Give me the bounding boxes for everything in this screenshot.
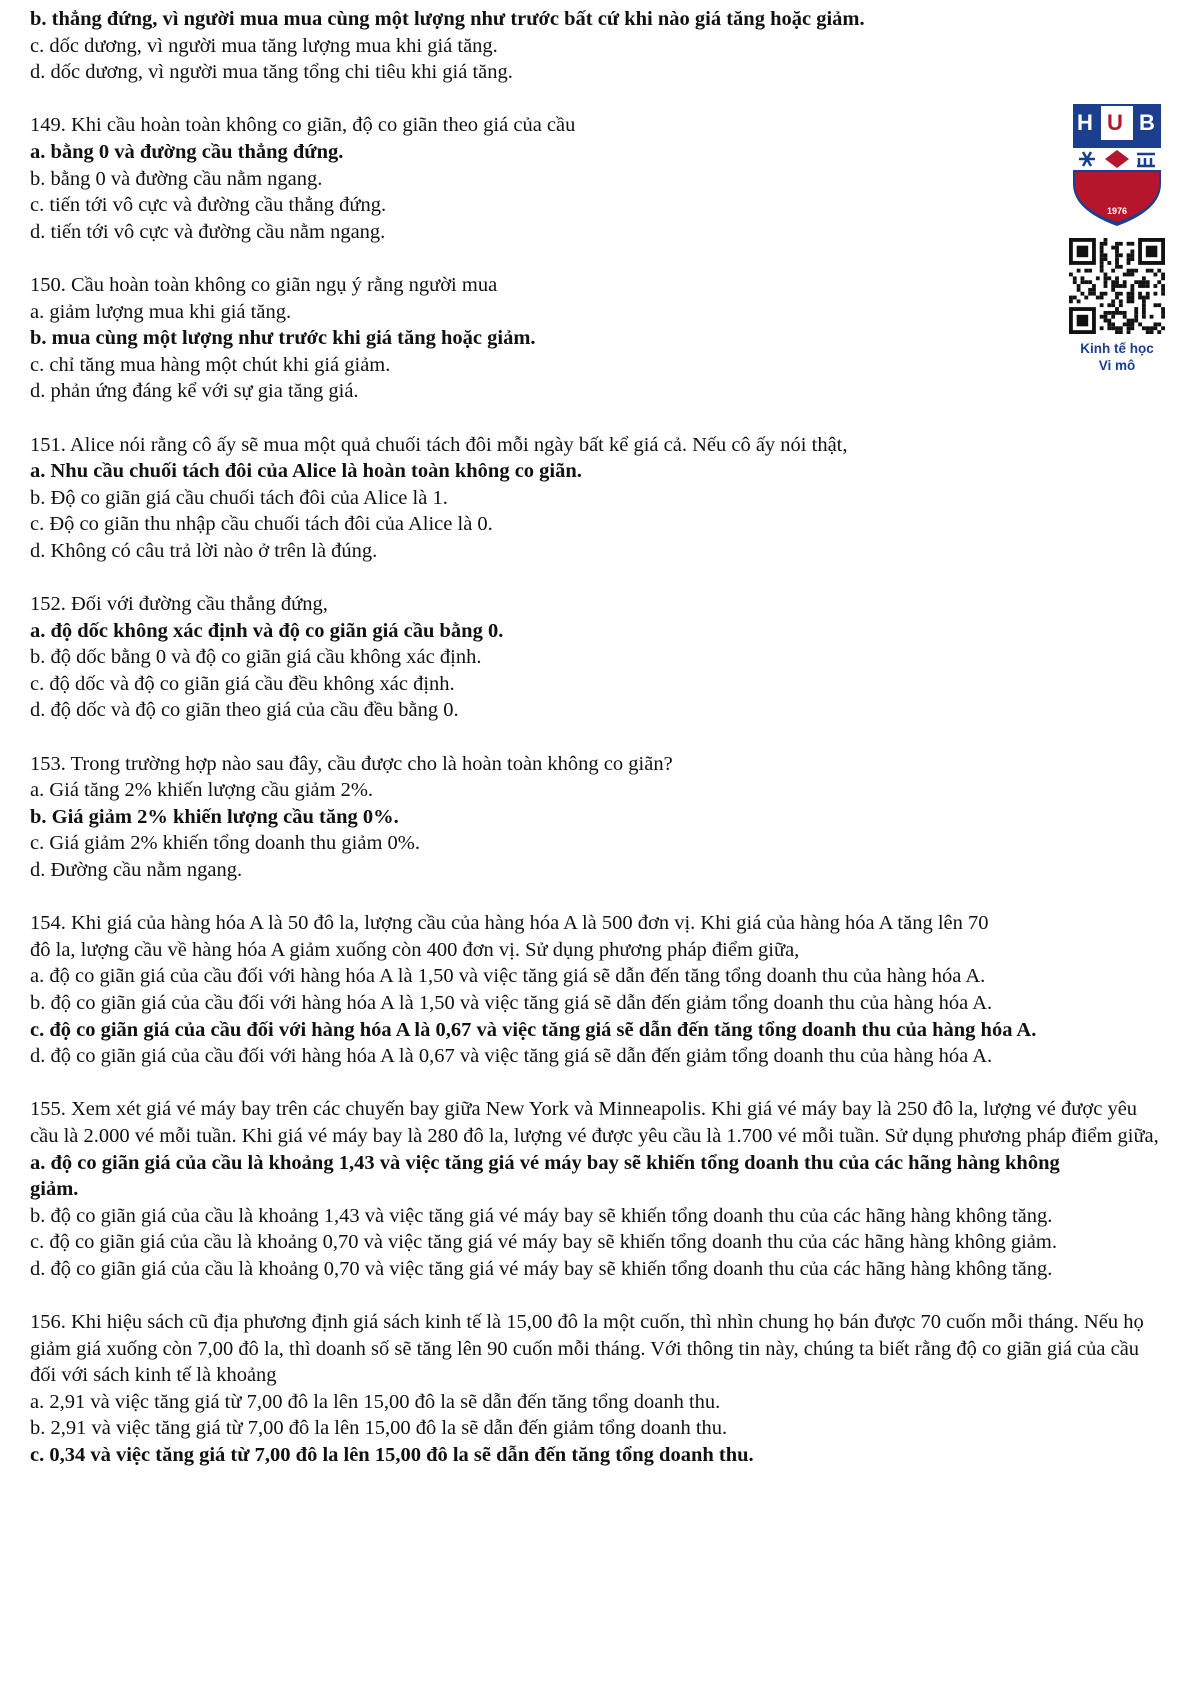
question-text-line2: đô la, lượng cầu về hàng hóa A giảm xuống còn 400 đơn vị. Sử dụng phương pháp điểm giữa, [30,938,800,961]
hub-shield-logo [1069,100,1165,228]
option-b: b. bằng 0 và đường cầu nằm ngang. [30,167,323,190]
course-subtitle: Vi mô [1098,358,1136,373]
question-text: 152. Đối với đường cầu thẳng đứng, [30,593,328,616]
option-a: a. 2,91 và việc tăng giá từ 7,00 đô la lên 15,00 đô la sẽ dẫn đến tăng tổng doanh thu. [30,1390,721,1413]
option-d: d. phản ứng đáng kể với sự gia tăng giá. [30,380,359,403]
option-c: c. tiến tới vô cực và đường cầu thẳng đứng. [30,194,387,217]
question-149 [30,112,1170,245]
option-c: c. độ dốc và độ co giãn giá cầu đều không xác định. [30,672,455,695]
option-c: c. 0,34 và việc tăng giá từ 7,00 đô la lên 15,00 đô la sẽ dẫn đến tăng tổng doanh thu. [30,1444,754,1467]
logo-letter-h: H [1077,110,1093,135]
question-text: 151. Alice nói rằng cô ấy sẽ mua một quả chuối tách đôi mỗi ngày bất kể giá cả. Nếu cô ấy nói thật, [30,433,848,456]
option-line: b. thẳng đứng, vì người mua mua cùng một lượng như trước bất cứ khi nào giá tăng hoặc giảm. [30,8,865,30]
question-text: 149. Khi cầu hoàn toàn không co giãn, độ co giãn theo giá của cầu [30,114,576,137]
option-c: c. chỉ tăng mua hàng một chút khi giá giảm. [30,353,391,376]
question-153 [30,751,1170,884]
option-a: a. Nhu cầu chuối tách đôi của Alice là hoàn toàn không co giãn. [30,460,582,483]
option-d: d. độ co giãn giá của cầu đối với hàng hóa A là 0,67 và việc tăng giá sẽ dẫn đến giảm tổng doanh thu của hàng hóa A. [30,1045,993,1068]
logo-year: 1976 [1107,206,1128,216]
option-a: a. bằng 0 và đường cầu thẳng đứng. [30,140,344,163]
option-c: c. độ co giãn giá của cầu đối với hàng hóa A là 0,67 và việc tăng giá sẽ dẫn đến tăng tổng doanh thu của hàng hóa A. [30,1018,1037,1041]
option-a: a. độ co giãn giá của cầu là khoảng 1,43 và việc tăng giá vé máy bay sẽ khiến tổng doanh thu của các hãng hàng không giảm. [30,1151,1060,1201]
option-b: b. Độ co giãn giá cầu chuối tách đôi của Alice là 1. [30,486,448,509]
option-b: b. độ co giãn giá của cầu đối với hàng hóa A là 1,50 và việc tăng giá sẽ dẫn đến giảm tổng doanh thu của hàng hóa A. [30,991,993,1014]
logo-letter-b: B [1139,110,1155,135]
option-d: d. tiến tới vô cực và đường cầu nằm ngang. [30,220,386,243]
question-text: 155. Xem xét giá vé máy bay trên các chuyến bay giữa New York và Minneapolis. Khi giá vé máy bay là 250 đô la, lượng vé được yêu cầu là 2.000 vé mỗi tuần. Khi giá vé máy bay là 280 đô la, lượng vé được yêu cầu là 1.700 vé mỗi tuần. Sử dụng phương pháp điểm giữa, [30,1098,1159,1147]
option-d: d. độ co giãn giá của cầu là khoảng 0,70 và việc tăng giá vé máy bay sẽ khiến tổng doanh thu của các hãng hàng không tăng. [30,1257,1053,1280]
question-154 [30,910,1170,1070]
logo-letter-u: U [1107,110,1123,135]
question-150 [30,272,1170,405]
option-c: c. Độ co giãn thu nhập cầu chuối tách đôi của Alice là 0. [30,513,493,536]
option-line: c. dốc dương, vì người mua tăng lượng mua khi giá tăng. [30,34,498,57]
question-155 [30,1096,1170,1282]
option-a: a. giảm lượng mua khi giá tăng. [30,300,292,323]
option-b: b. mua cùng một lượng như trước khi giá tăng hoặc giảm. [30,327,536,350]
intro-options [30,6,1170,86]
qr-code-icon [1069,238,1165,334]
option-a: a. độ dốc không xác định và độ co giãn giá cầu bằng 0. [30,619,504,642]
question-151 [30,432,1170,565]
document-page [30,6,1170,1469]
option-line: d. dốc dương, vì người mua tăng tổng chi tiêu khi giá tăng. [30,61,513,84]
question-text: 153. Trong trường hợp nào sau đây, cầu được cho là hoàn toàn không co giãn? [30,752,673,775]
question-152 [30,591,1170,724]
option-b: b. Giá giảm 2% khiến lượng cầu tăng 0%. [30,805,399,828]
option-b: b. độ co giãn giá của cầu là khoảng 1,43 và việc tăng giá vé máy bay sẽ khiến tổng doanh thu của các hãng hàng không tăng. [30,1204,1053,1227]
side-branding [1063,100,1183,374]
option-a: a. độ co giãn giá của cầu đối với hàng hóa A là 1,50 và việc tăng giá sẽ dẫn đến tăng tổng doanh thu của hàng hóa A. [30,965,986,988]
option-c: c. độ co giãn giá của cầu là khoảng 0,70 và việc tăng giá vé máy bay sẽ khiến tổng doanh thu của các hãng hàng không giảm. [30,1231,1057,1254]
question-text-line1: 154. Khi giá của hàng hóa A là 50 đô la, lượng cầu của hàng hóa A là 500 đơn vị. Khi giá của hàng hóa A tăng lên 70 [30,912,989,935]
option-b: b. độ dốc bằng 0 và độ co giãn giá cầu không xác định. [30,646,482,669]
option-a: a. Giá tăng 2% khiến lượng cầu giảm 2%. [30,779,374,802]
question-text: 150. Cầu hoàn toàn không co giãn ngụ ý rằng người mua [30,273,498,296]
option-b: b. 2,91 và việc tăng giá từ 7,00 đô la lên 15,00 đô la sẽ dẫn đến giảm tổng doanh thu. [30,1417,728,1440]
qr-code-graphic [1069,238,1165,334]
option-d: d. Không có câu trả lời nào ở trên là đúng. [30,539,378,562]
course-title: Kinh tế học [1080,341,1154,356]
option-d: d. độ dốc và độ co giãn theo giá của cầu đều bằng 0. [30,699,459,722]
question-156 [30,1309,1170,1469]
option-d: d. Đường cầu nằm ngang. [30,859,243,881]
option-c: c. Giá giảm 2% khiến tổng doanh thu giảm 0%. [30,832,420,855]
question-text: 156. Khi hiệu sách cũ địa phương định giá sách kinh tế là 15,00 đô la một cuốn, thì nhìn chung họ bán được 70 cuốn mỗi tháng. Nếu họ giảm giá xuống còn 7,00 đô la, thì doanh số sẽ tăng lên 90 cuốn mỗi tháng. Với thông tin này, chúng ta biết rằng độ co giãn giá của cầu đối với sách kinh tế là khoảng [30,1311,1144,1387]
